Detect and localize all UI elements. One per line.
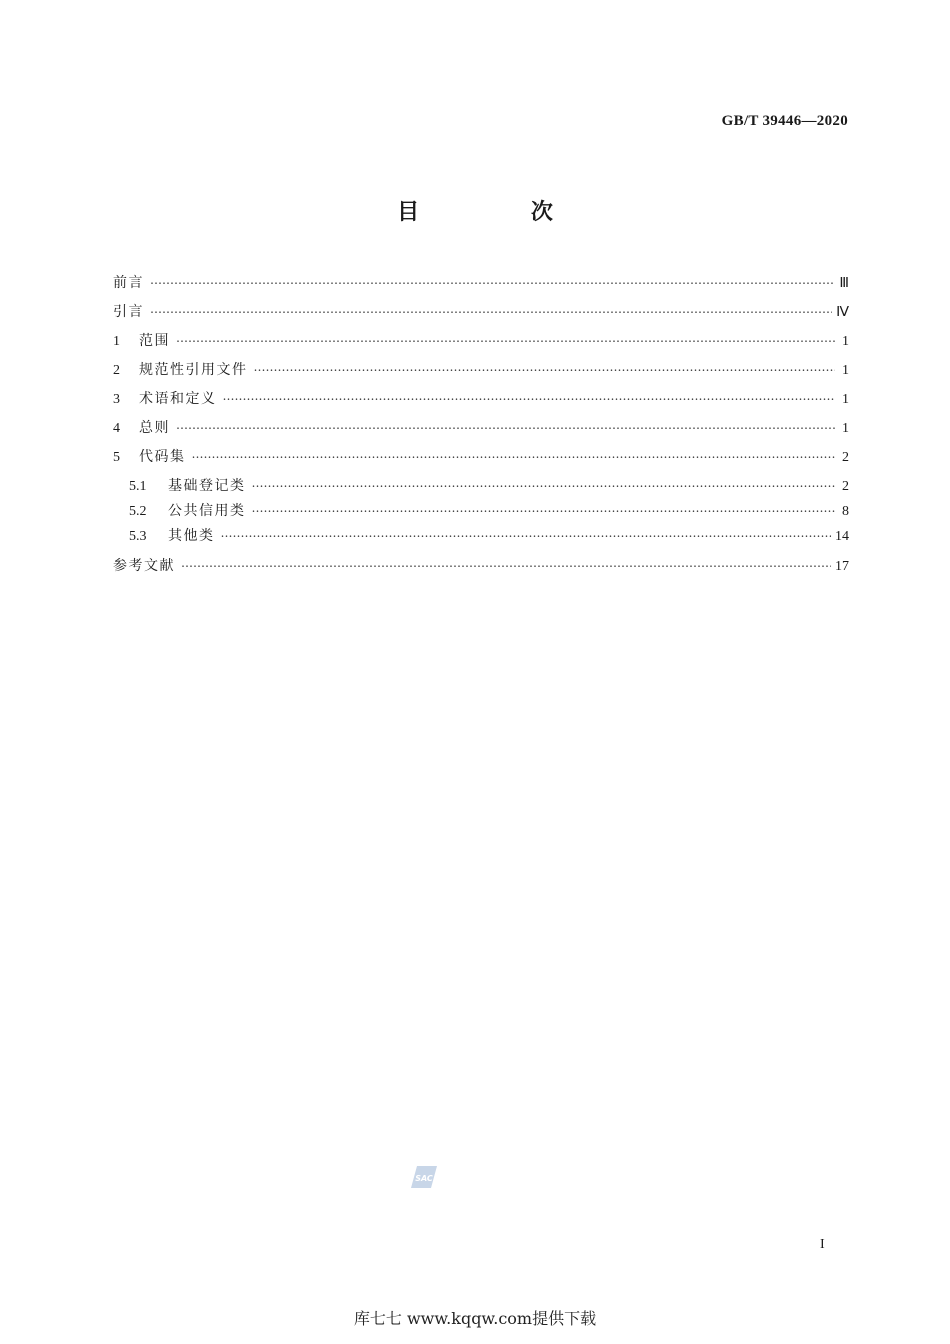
toc-page: 1 bbox=[842, 363, 849, 378]
toc-number: 2 bbox=[113, 363, 120, 378]
toc-entry-normative-references[interactable] bbox=[113, 359, 849, 388]
toc-label: 前言 bbox=[113, 275, 144, 291]
toc-label: 术语和定义 bbox=[139, 391, 217, 407]
toc-number: 3 bbox=[113, 392, 120, 407]
toc-entry-bibliography[interactable] bbox=[113, 555, 849, 584]
dot-leader bbox=[150, 302, 832, 316]
dot-leader bbox=[150, 273, 835, 287]
toc-page: 1 bbox=[842, 421, 849, 436]
toc-page: 17 bbox=[835, 559, 849, 574]
toc-label: 规范性引用文件 bbox=[139, 362, 248, 378]
toc-number: 5 bbox=[113, 450, 120, 465]
logo-text: SAC bbox=[415, 1174, 433, 1183]
toc-page: 1 bbox=[842, 392, 849, 407]
sac-logo-icon bbox=[411, 1166, 437, 1188]
footer-download-notice: 库七七 www.kqqw.com提供下载 bbox=[353, 1309, 597, 1328]
toc-entry-introduction[interactable] bbox=[113, 301, 849, 330]
dot-leader bbox=[252, 501, 836, 515]
toc-entry-others[interactable] bbox=[113, 525, 849, 555]
document-code: GB/T 39446—2020 bbox=[721, 113, 848, 129]
page-number: I bbox=[820, 1237, 825, 1252]
page-title: 目 次 bbox=[397, 200, 605, 225]
dot-leader bbox=[254, 360, 836, 374]
toc-entry-general[interactable] bbox=[113, 417, 849, 446]
toc-label: 其他类 bbox=[168, 528, 215, 544]
dot-leader bbox=[176, 331, 835, 345]
toc-label: 总则 bbox=[139, 420, 170, 436]
toc-label: 范围 bbox=[139, 333, 170, 349]
toc-label: 基础登记类 bbox=[168, 478, 246, 494]
toc-entry-basic-registration[interactable] bbox=[113, 475, 849, 500]
toc-entry-public-credit[interactable] bbox=[113, 500, 849, 525]
toc-page: Ⅳ bbox=[836, 305, 849, 320]
dot-leader bbox=[223, 389, 836, 403]
toc-number: 5.2 bbox=[129, 504, 147, 519]
toc-label: 公共信用类 bbox=[168, 503, 246, 519]
toc-entry-foreword[interactable] bbox=[113, 272, 849, 301]
dot-leader bbox=[181, 556, 831, 570]
toc-number: 5.1 bbox=[129, 479, 147, 494]
dot-leader bbox=[192, 447, 836, 461]
table-of-contents bbox=[113, 272, 849, 584]
toc-page: 2 bbox=[842, 450, 849, 465]
toc-page: 14 bbox=[835, 529, 849, 544]
toc-number: 1 bbox=[113, 334, 120, 349]
toc-number: 4 bbox=[113, 421, 120, 436]
toc-label: 参考文献 bbox=[113, 558, 175, 574]
toc-entry-terms-definitions[interactable] bbox=[113, 388, 849, 417]
toc-number: 5.3 bbox=[129, 529, 147, 544]
toc-label: 代码集 bbox=[139, 449, 186, 465]
dot-leader bbox=[221, 526, 832, 540]
toc-page: Ⅲ bbox=[839, 276, 849, 291]
toc-page: 1 bbox=[842, 334, 849, 349]
dot-leader bbox=[176, 418, 835, 432]
toc-page: 2 bbox=[842, 479, 849, 494]
toc-page: 8 bbox=[842, 504, 849, 519]
toc-entry-code-sets[interactable] bbox=[113, 446, 849, 475]
toc-label: 引言 bbox=[113, 304, 144, 320]
dot-leader bbox=[252, 476, 836, 490]
toc-entry-scope[interactable] bbox=[113, 330, 849, 359]
